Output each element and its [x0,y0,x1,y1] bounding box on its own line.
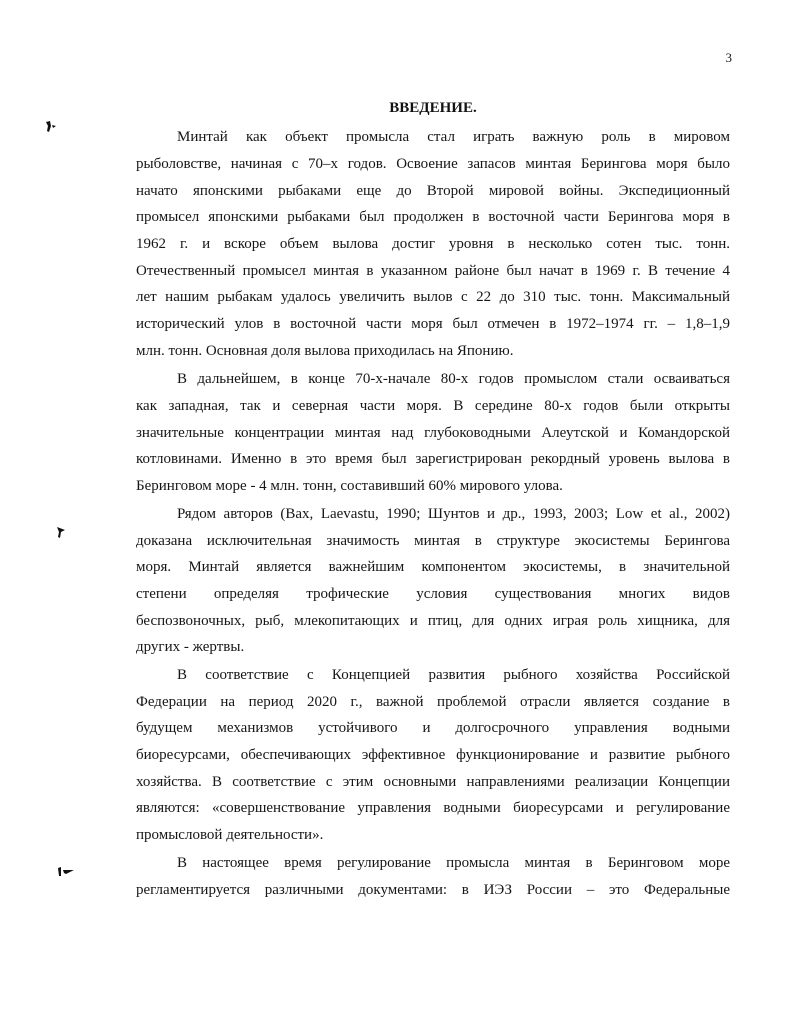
text-line: В настоящее время регулирование промысла минтая в Беринговом море [177,855,730,871]
text-line: беспозвоночных, рыб, млекопитающих и птиц, для одних играя роль хищника, для [136,613,730,629]
text-line: Отечественный промысел минтая в указанном районе был начат в 1969 г. В течение 4 [136,263,730,279]
text-line: других - жертвы. [136,639,245,655]
page-number: 3 [725,50,732,65]
section-title: ВВЕДЕНИЕ. [389,100,477,116]
text-line: начато японскими рыбаками еще до Второй мировой войны. Экспедиционный [136,183,730,199]
text-line: будущем механизмов устойчивого и долгосрочного управления водными [136,720,730,736]
text-line: доказана исключительная значимость минтая в структуре экосистемы Берингова [136,533,730,549]
text-line: как западная, так и северная части моря. В середине 80-х годов были открыты [136,398,730,414]
text-line: значительные концентрации минтая над глубоководными Алеутской и Командорской [136,425,730,441]
text-line: В соответствие с Концепцией развития рыбного хозяйства Российской [177,667,730,683]
text-line: промысел японскими рыбаками был продолжен в восточной части Берингова моря в [136,209,730,225]
text-line: регламентируется различными документами: в ИЭЗ России – это Федеральные [136,882,730,898]
text-line: степени определяя трофические условия существования многих видов [136,586,730,602]
text-line: рыболовстве, начиная с 70–х годов. Освоение запасов минтая Берингова моря было [136,156,730,172]
text-line: Минтай как объект промысла стал играть важную роль в мировом [177,129,730,145]
text-line: В дальнейшем, в конце 70-х-начале 80-х годов промыслом стали осваиваться [177,371,730,387]
text-line: 1962 г. и вскоре объем вылова достиг уровня в несколько сотен тыс. тонн. [136,236,730,252]
text-line: Федерации на период 2020 г., важной проблемой отрасли является создание в [136,694,730,710]
scan-mark-1 [44,120,60,134]
text-line: исторический улов в восточной части моря был отмечен в 1972–1974 гг. – 1,8–1,9 [136,316,730,332]
text-line: биоресурсами, обеспечивающих эффективное функционирование и развитие рыбного [136,747,730,763]
text-line: хозяйства. В соответствие с этим основными направлениями реализации Концепции [136,774,730,790]
text-line: млн. тонн. Основная доля вылова приходилась на Японию. [136,343,514,359]
text-line: промысловой деятельности». [136,827,324,843]
text-line: котловинами. Именно в это время был зарегистрирован рекордный уровень вылова в [136,451,730,467]
text-line: Беринговом море - 4 млн. тонн, составивший 60% мирового улова. [136,478,563,494]
text-line: Рядом авторов (Bax, Laevastu, 1990; Шунтов и др., 1993, 2003; Low et al., 2002) [177,506,730,522]
text-line: лет нашим рыбакам удалось увеличить вылов с 22 до 310 тыс. тонн. Максимальный [136,289,730,305]
scan-mark-3 [56,864,78,878]
scan-mark-2 [54,524,70,540]
text-line: являются: «совершенствование управления водными биоресурсами и регулирование [136,800,730,816]
text-line: моря. Минтай является важнейшим компонентом экосистемы, в значительной [136,559,730,575]
